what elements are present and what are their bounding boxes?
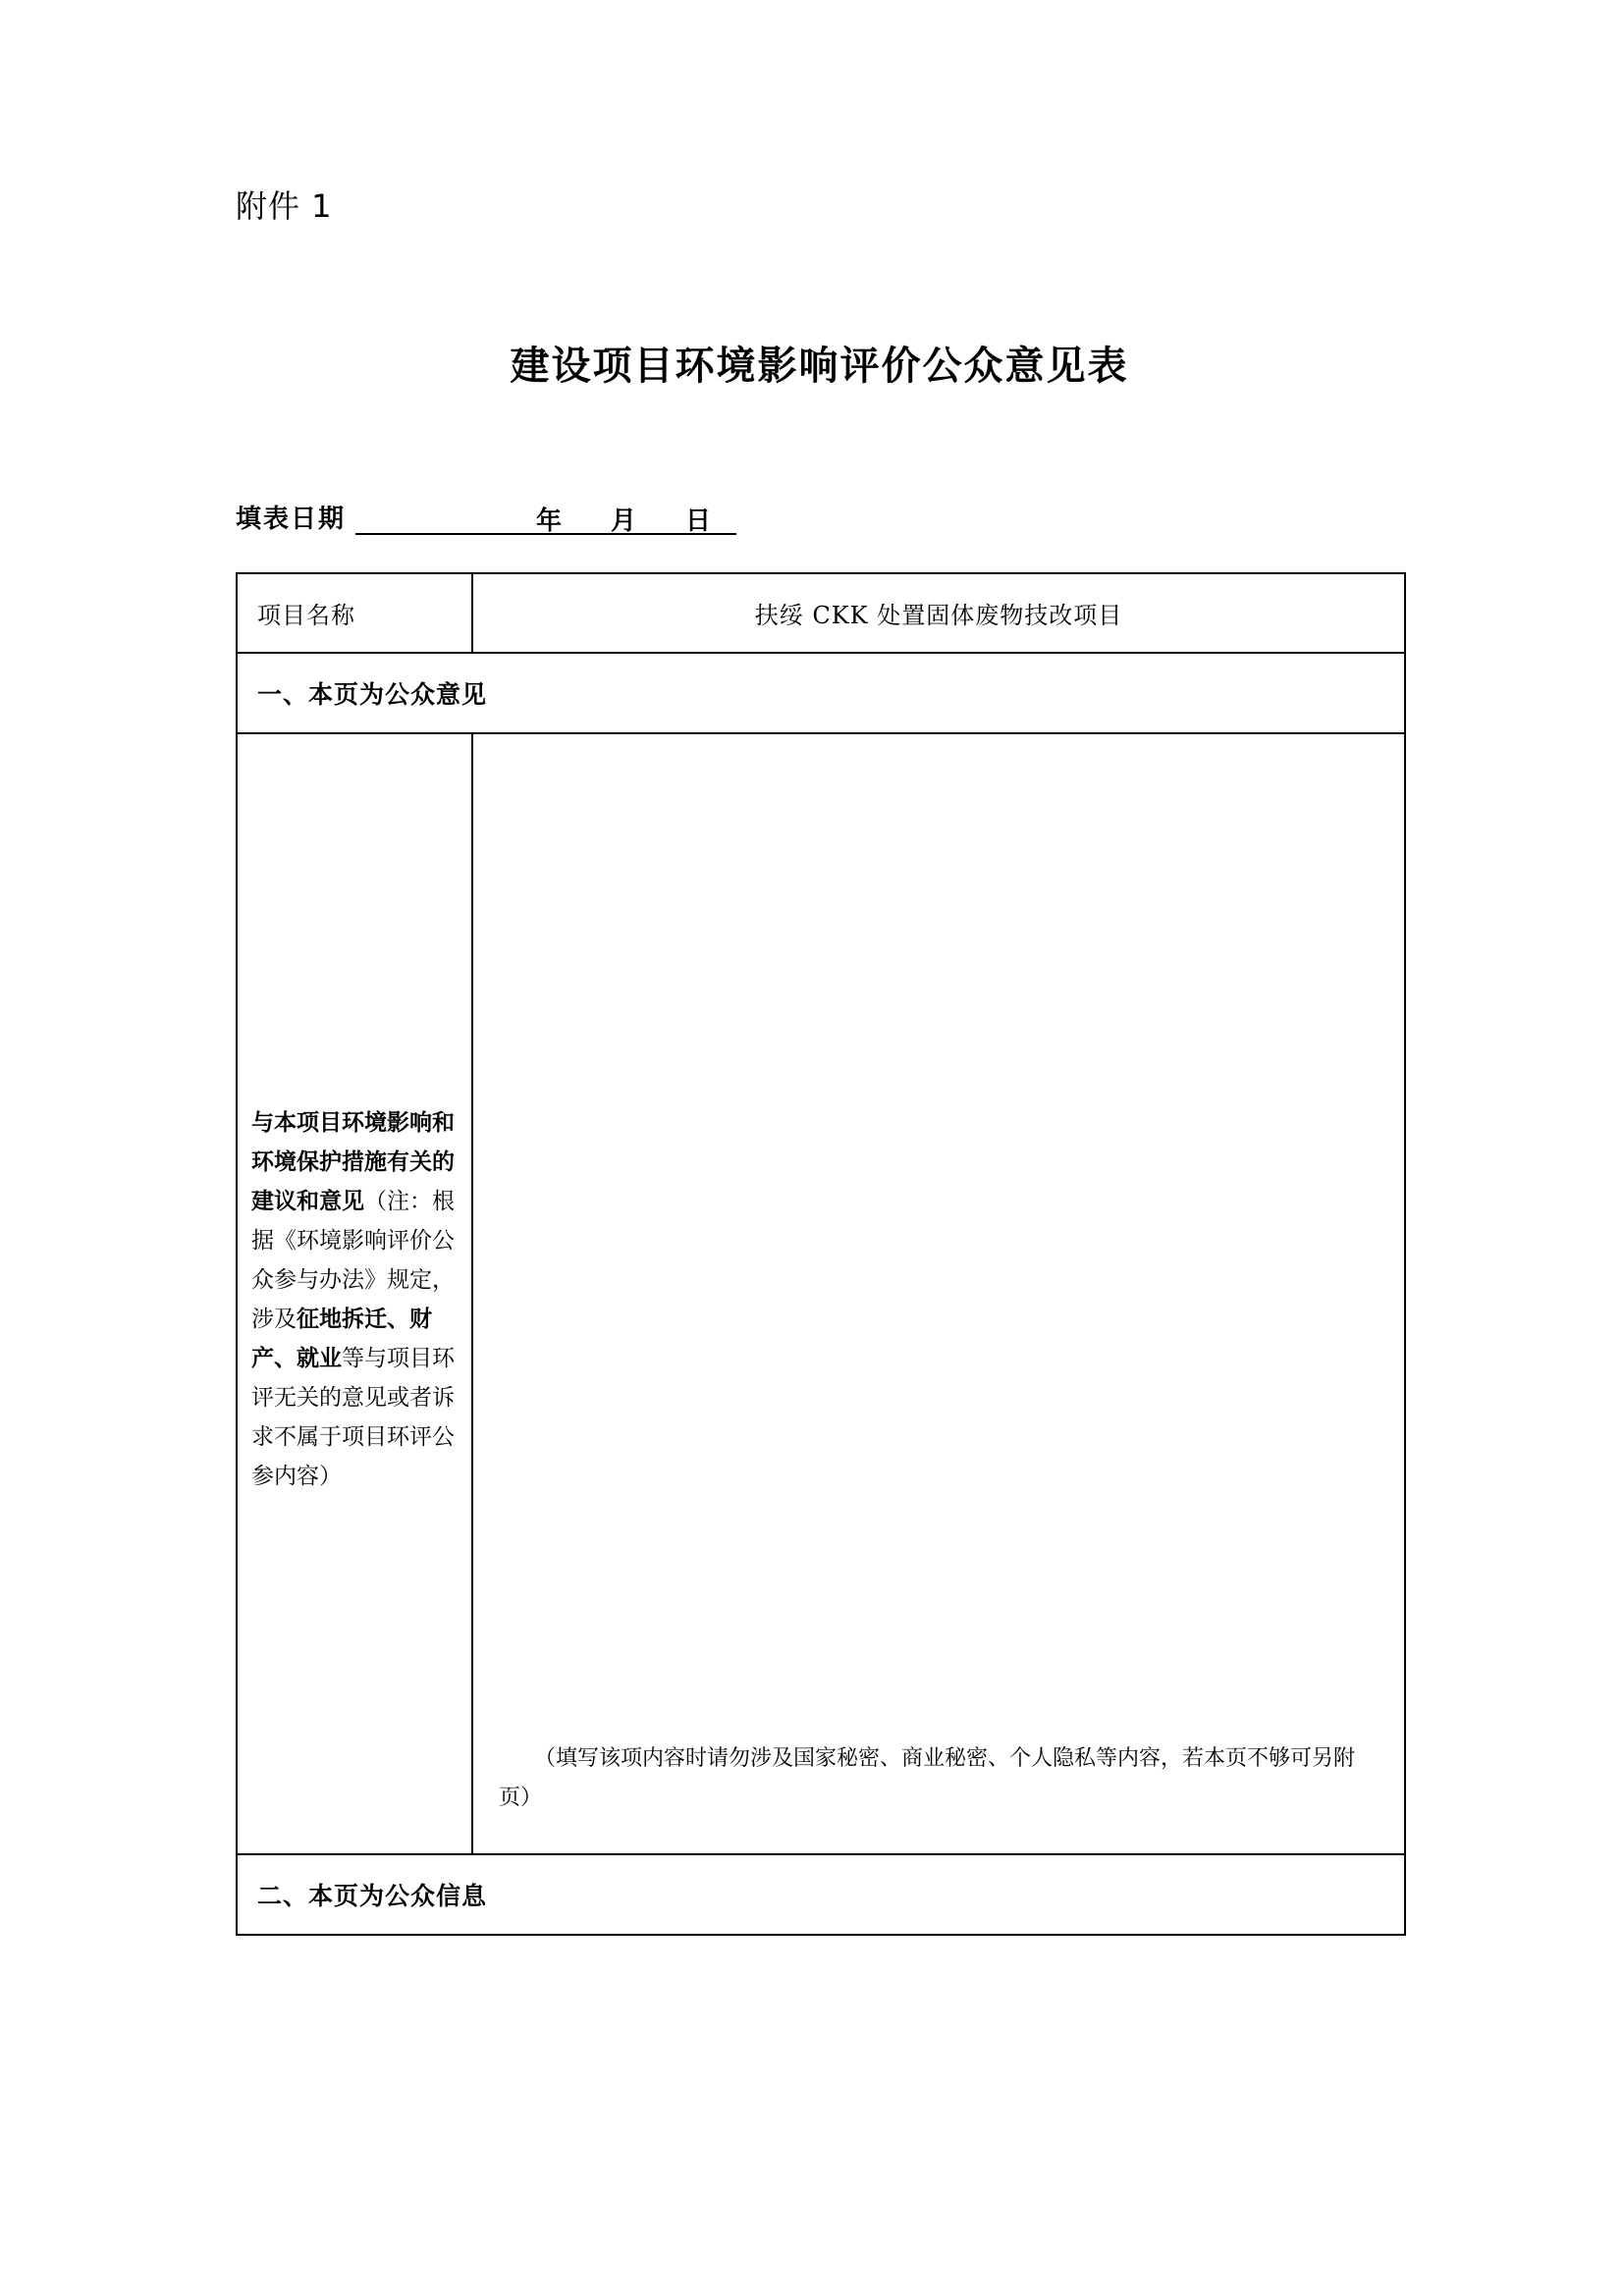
section-one-cell [237, 653, 1405, 733]
table-row-project-name [237, 573, 1405, 653]
table-row-section-two [237, 1854, 1405, 1935]
table-row-section-one [237, 653, 1405, 733]
date-blank-input[interactable] [355, 507, 513, 535]
date-day-unit: 日 [662, 507, 736, 535]
project-name-label-cell [237, 573, 472, 653]
date-month-unit: 月 [587, 507, 662, 535]
opinion-writing-area[interactable] [473, 734, 1404, 1853]
section-two-heading: 二、本页为公众信息 [257, 1882, 488, 1910]
page-title: 建设项目环境影响评价公众意见表 [510, 343, 1129, 389]
attachment-label: 附件 1 [236, 187, 333, 225]
section-one-heading: 一、本页为公众意见 [257, 680, 488, 709]
opinion-label-cell [237, 733, 472, 1854]
table-row-opinion [237, 733, 1405, 1854]
project-name-label: 项目名称 [257, 602, 355, 629]
project-name-value-cell [472, 573, 1405, 653]
opinion-label-strong-1: 与本项目环境影响和环境保护措施有关的建议和意见 [251, 1109, 455, 1214]
fill-date-line [236, 499, 1403, 535]
section-two-cell [237, 1854, 1405, 1935]
opinion-label-text-2: 等与项目环评无关的意见或者诉求不属于项目环评公参内容） [251, 1346, 455, 1489]
opinion-label-text-1: （注：根据《环境影响评价公众参与办法》规定，涉及 [251, 1189, 455, 1332]
public-opinion-form [236, 572, 1406, 1936]
opinion-label-strong-2: 征地拆迁、财产、就业 [251, 1306, 432, 1371]
fill-date-label: 填表日期 [236, 505, 347, 534]
opinion-input-cell[interactable] [472, 733, 1405, 1854]
project-name-value: 扶绥 CKK 处置固体废物技改项目 [754, 602, 1123, 629]
date-year-unit: 年 [513, 507, 587, 535]
opinion-hint-text: （填写该项内容时请勿涉及国家秘密、商业秘密、个人隐私等内容，若本页不够可另附页） [499, 1746, 1356, 1810]
